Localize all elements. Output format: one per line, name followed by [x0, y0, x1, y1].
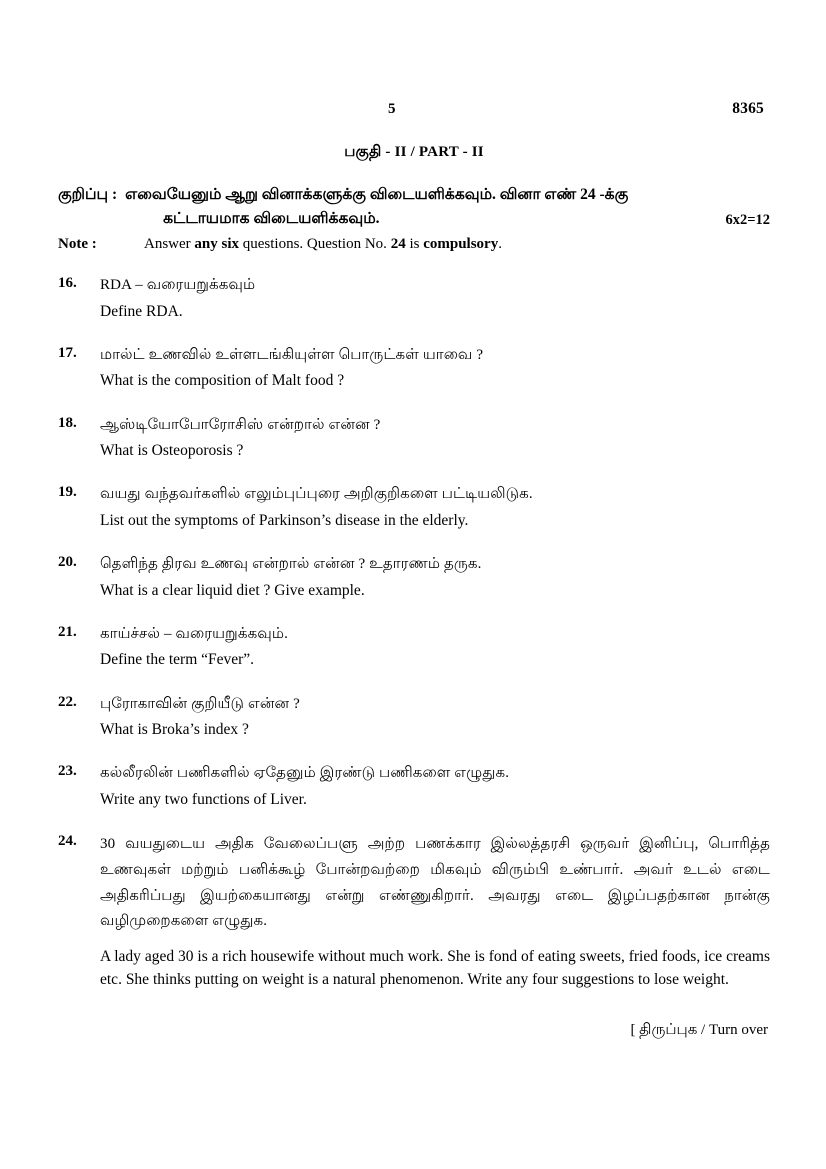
question-tamil: தெளிந்த திரவ உணவு என்றால் என்ன ? உதாரணம் தருக. [100, 556, 482, 573]
marks-weight: 6x2=12 [725, 211, 770, 228]
question-english: What is Osteoporosis ? [100, 442, 244, 460]
page-content [58, 100, 770, 1040]
note-tamil-line1 [125, 183, 770, 207]
part-heading: பகுதி - II / PART - II [344, 144, 484, 160]
question-english: What is Broka’s index ? [100, 721, 249, 739]
question-item [58, 623, 770, 672]
question-number: 19. [58, 484, 77, 501]
question-text [100, 762, 770, 811]
question-number: 22. [58, 693, 77, 710]
question-tamil: ஆஸ்டியோபோரோசிஸ் என்றால் என்ன ? [100, 416, 381, 433]
question-english: Define the term “Fever”. [100, 651, 255, 669]
note-eng-compulsory: compulsory [423, 236, 499, 253]
question-tamil: கல்லீரலின் பணிகளில் ஏதேனும் இரண்டு பணிகளை எழுதுக. [100, 765, 510, 782]
question-english: Write any two functions of Liver. [100, 790, 307, 808]
question-item [58, 274, 770, 323]
note-tamil-body [125, 183, 770, 231]
note-tamil-l2b: விடையளிக்கவும். [249, 210, 380, 228]
note-tamil-l1d: -க்கு [595, 186, 629, 203]
question-text [100, 483, 770, 532]
note-tamil-l1b: வினாக்களுக்கு விடையளிக்கவும். வினா எண் [257, 186, 581, 203]
question-text [100, 832, 770, 991]
note-tamil-l1c: 24 [580, 186, 596, 203]
note-eng-anysix: any six [194, 236, 240, 253]
question-item [58, 414, 770, 463]
question-number: 20. [58, 554, 77, 571]
question-number: 16. [58, 275, 77, 292]
question-text [100, 414, 770, 463]
question-item [58, 483, 770, 532]
question-english: Define RDA. [100, 302, 183, 320]
note-english-label: Note : [58, 236, 97, 253]
question-english: A lady aged 30 is a rich housewife without much work. She is fond of eating sweets, fried foods, ice creams etc. She thinks putting on weight is a natural phenomenon. Write any four suggestions to lose weight. [100, 948, 770, 988]
question-tamil: மால்ட் உணவில் உள்ளடங்கியுள்ள பொருட்கள் யாவை ? [100, 346, 484, 363]
question-text [100, 693, 770, 742]
question-number: 18. [58, 414, 77, 431]
page-header [58, 100, 770, 118]
note-tamil-l1a: எவையேனும் ஆறு [125, 186, 258, 203]
question-text [100, 344, 770, 393]
note-eng-qno: 24 [390, 236, 406, 253]
question-text [100, 274, 770, 323]
question-item [58, 762, 770, 811]
question-tamil: RDA – வரையறுக்கவும் [100, 277, 256, 294]
question-item [58, 832, 770, 991]
paper-code: 8365 [732, 100, 764, 117]
turn-over-note: [ திருப்புக / Turn over [630, 1022, 768, 1039]
note-tamil-label: குறிப்பு : [58, 186, 118, 203]
question-text [100, 623, 770, 672]
question-english: List out the symptoms of Parkinson’s disease in the elderly. [100, 511, 469, 529]
question-number: 23. [58, 763, 77, 780]
question-item [58, 693, 770, 742]
note-tamil [58, 183, 770, 231]
note-tamil-l2a: கட்டாயமாக [163, 210, 250, 228]
note-eng-a: Answer [144, 236, 195, 253]
question-english: What is the composition of Malt food ? [100, 372, 345, 390]
question-number: 21. [58, 623, 77, 640]
question-tamil: வயது வந்தவர்களில் எலும்புப்புரை அறிகுறிகளை பட்டியலிடுக. [100, 486, 533, 503]
note-english-body [144, 236, 770, 253]
question-tamil: காய்ச்சல் – வரையறுக்கவும். [100, 625, 288, 642]
question-tamil: புரோகாவின் குறியீடு என்ன ? [100, 695, 300, 712]
note-tamil-line2 [125, 207, 770, 231]
note-eng-e: is [405, 236, 424, 253]
note-eng-g: . [498, 236, 502, 253]
question-item [58, 344, 770, 393]
question-tamil: 30 வயதுடைய அதிக வேலைப்பளு அற்ற பணக்கார இல்லத்தரசி ஒருவர் இனிப்பு, பொரித்த உணவுகள் மற்றும் பனிக்கூழ் போன்றவற்றை மிகவும் விரும்பி உண்பார். அவர் உடல் எடை அதிகரிப்பது இயற்கையானது என்று எண்ணுகிறார். அவரது எடை இழப்பதற்கான நான்கு வழிமுறைகளை எழுதுக. [100, 836, 770, 930]
note-eng-c: questions. Question No. [239, 236, 391, 253]
question-number: 17. [58, 344, 77, 361]
question-number: 24. [58, 833, 77, 850]
page-number: 5 [388, 101, 396, 117]
question-text [100, 553, 770, 602]
question-item [58, 553, 770, 602]
note-english [58, 236, 770, 253]
question-english: What is a clear liquid diet ? Give example. [100, 581, 365, 599]
